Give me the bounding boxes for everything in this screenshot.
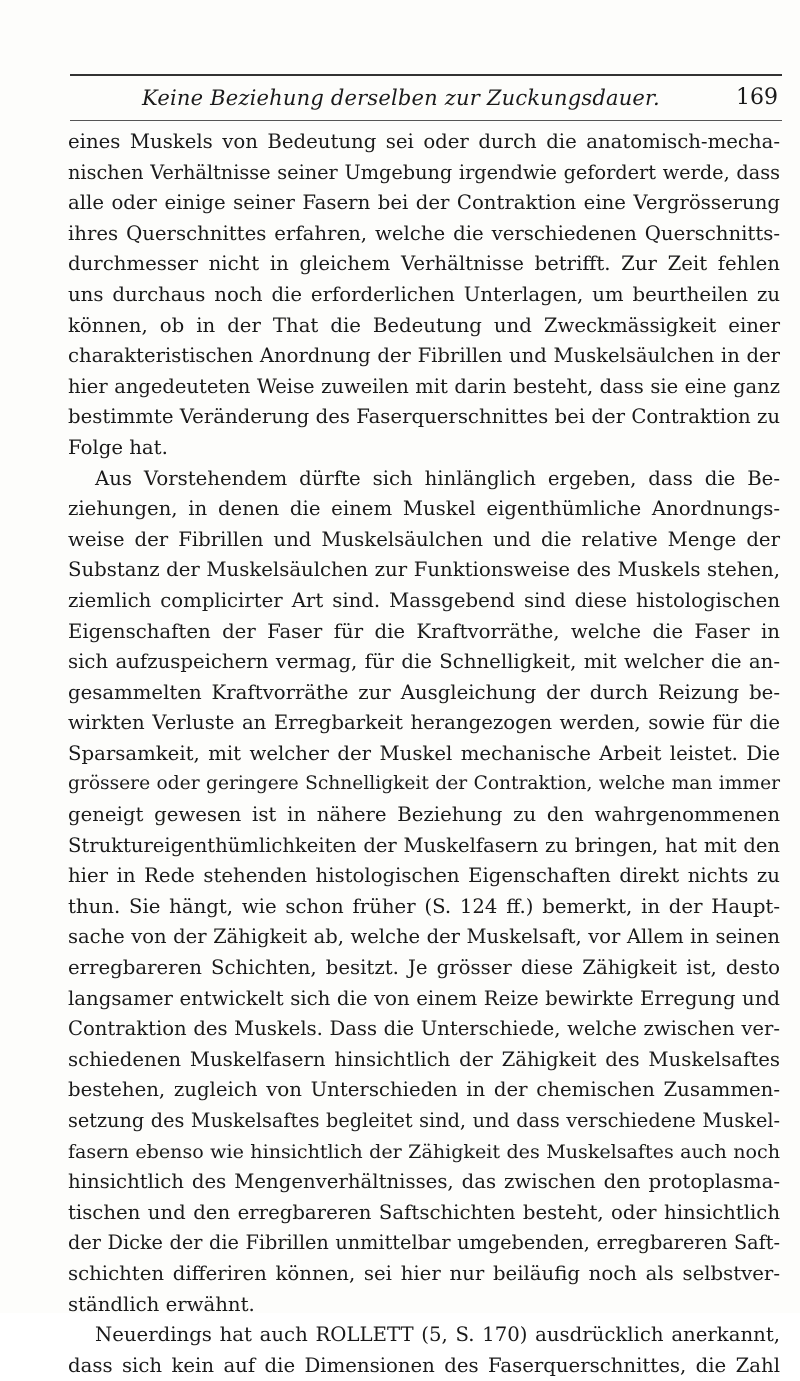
text-line: hinsichtlich des Mengenverhältnisses, das zwischen den protoplasma-	[68, 1170, 780, 1194]
text-line: schiedenen Muskelfasern hinsichtlich der Zähigkeit des Muskelsaftes	[68, 1047, 780, 1071]
page-number: 169	[736, 85, 778, 110]
text-line: durchmesser nicht in gleichem Verhältnisse betrifft. Zur Zeit fehlen	[68, 252, 780, 276]
text-line: alle oder einige seiner Fasern bei der Contraktion eine Vergrösserung	[68, 191, 780, 215]
text-line: hier in Rede stehenden histologischen Eigenschaften direkt nichts zu	[68, 864, 780, 888]
text-line: weise der Fibrillen und Muskelsäulchen und die relative Menge der	[68, 527, 780, 551]
text-line: fasern ebenso wie hinsichtlich der Zähigkeit des Muskelsaftes auch noch	[68, 1140, 780, 1163]
text-line: gesammelten Kraftvorräthe zur Ausgleichung der durch Reizung be-	[68, 680, 780, 704]
text-line: sich aufzuspeichern vermag, für die Schnelligkeit, mit welcher die an-	[68, 650, 780, 674]
text-line: Eigenschaften der Faser für die Kraftvorräthe, welche die Faser in	[68, 619, 780, 643]
text-line: dass sich kein auf die Dimensionen des Faserquerschnittes, die Zahl	[68, 1353, 780, 1377]
text-line: Struktureigenthümlichkeiten der Muskelfasern zu bringen, hat mit den	[68, 833, 780, 857]
header-rule-bottom	[70, 120, 782, 121]
text-line: wirkten Verluste an Erregbarkeit herangezogen werden, sowie für die	[68, 711, 780, 735]
text-line: tischen und den erregbareren Saftschichten besteht, oder hinsichtlich	[68, 1200, 780, 1224]
text-line: ständlich erwähnt.	[68, 1292, 255, 1316]
text-line: schichten differiren können, sei hier nur beiläufig noch als selbstver-	[68, 1261, 780, 1285]
text-line: uns durchaus noch die erforderlichen Unterlagen, um beurtheilen zu	[68, 282, 780, 306]
text-line: Aus Vorstehendem dürfte sich hinlänglich ergeben, dass die Be-	[95, 466, 780, 490]
text-line: können, ob in der That die Bedeutung und Zweckmässigkeit einer	[68, 313, 780, 337]
text-line: geneigt gewesen ist in nähere Beziehung zu den wahrgenommenen	[68, 803, 780, 827]
text-line: Sparsamkeit, mit welcher der Muskel mechanische Arbeit leistet. Die	[68, 741, 780, 765]
text-line: nischen Verhältnisse seiner Umgebung irgendwie gefordert werde, dass	[68, 160, 780, 184]
text-line: bestimmte Veränderung des Faserquerschnittes bei der Contraktion zu	[68, 405, 780, 429]
text-line: grössere oder geringere Schnelligkeit der Contraktion, welche man immer	[68, 773, 780, 795]
text-line: Neuerdings hat auch ROLLETT (5, S. 170) ausdrücklich anerkannt,	[95, 1323, 780, 1347]
text-line: setzung des Muskelsaftes begleitet sind, und dass verschiedene Muskel-	[68, 1109, 780, 1132]
text-line: eines Muskels von Bedeutung sei oder durch die anatomisch-mecha-	[68, 130, 780, 153]
text-line: charakteristischen Anordnung der Fibrillen und Muskelsäulchen in der	[68, 344, 780, 368]
text-line: thun. Sie hängt, wie schon früher (S. 124 ff.) bemerkt, in der Haupt-	[68, 894, 780, 918]
text-line: langsamer entwickelt sich die von einem Reize bewirkte Erregung und	[68, 986, 780, 1010]
text-line: ihres Querschnittes erfahren, welche die verschiedenen Querschnitts-	[68, 221, 780, 245]
page-header	[80, 82, 778, 114]
text-line: ziemlich complicirter Art sind. Massgebend sind diese histologischen	[68, 588, 780, 612]
text-line: Substanz der Muskelsäulchen zur Funktionsweise des Muskels stehen,	[68, 558, 780, 582]
text-line: sache von der Zähigkeit ab, welche der Muskelsaft, vor Allem in seinen	[68, 925, 780, 949]
header-rule-top	[70, 74, 782, 76]
running-head: Keine Beziehung derselben zur Zuckungsdauer.	[142, 86, 660, 110]
text-line: erregbareren Schichten, besitzt. Je grösser diese Zähigkeit ist, desto	[68, 956, 780, 980]
body-text	[68, 127, 780, 1381]
text-line: der Dicke der die Fibrillen unmittelbar umgebenden, erregbareren Saft-	[68, 1231, 780, 1255]
text-line: Contraktion des Muskels. Dass die Unterschiede, welche zwischen ver-	[68, 1017, 780, 1041]
text-line: hier angedeuteten Weise zuweilen mit darin besteht, dass sie eine ganz	[68, 374, 780, 398]
text-line: ziehungen, in denen die einem Muskel eigenthümliche Anordnungs-	[68, 497, 780, 521]
text-line: Folge hat.	[68, 435, 168, 459]
text-line: bestehen, zugleich von Unterschieden in der chemischen Zusammen-	[68, 1078, 780, 1102]
